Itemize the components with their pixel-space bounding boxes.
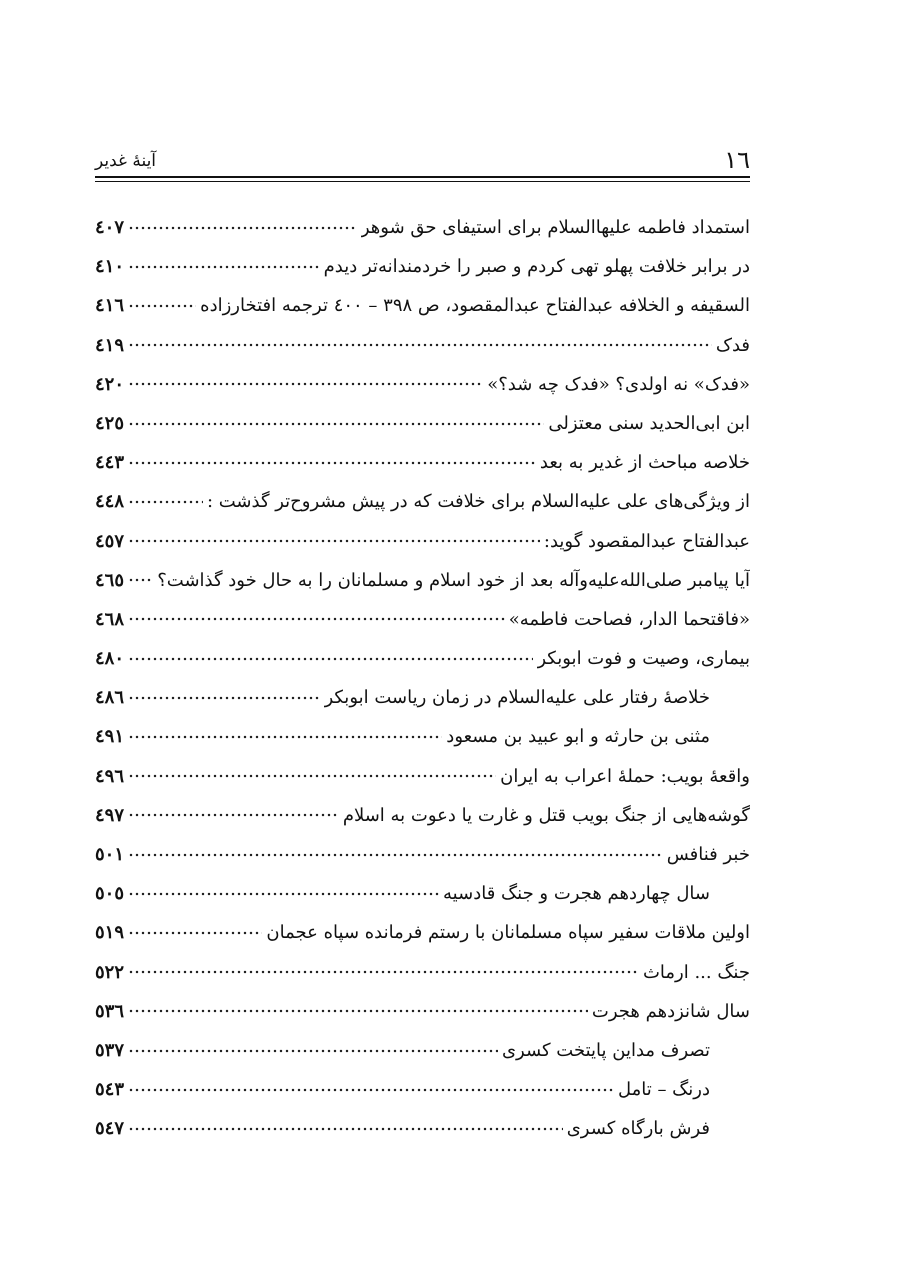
toc-entry bbox=[95, 522, 750, 561]
toc-entry-page: ٥١٩ bbox=[95, 922, 125, 944]
toc-entry-page: ٤١٠ bbox=[95, 256, 125, 278]
toc-entry bbox=[95, 443, 750, 482]
toc-entry-page: ٥٤٣ bbox=[95, 1079, 125, 1101]
toc-entry-title: درنگ – تامل bbox=[617, 1079, 710, 1101]
toc-entry bbox=[95, 992, 750, 1031]
table-of-contents bbox=[95, 208, 750, 1149]
toc-entry-page: ٤٦٨ bbox=[95, 608, 125, 630]
dot-leader bbox=[128, 773, 496, 779]
toc-entry-page: ٥٢٢ bbox=[95, 961, 125, 983]
dot-leader bbox=[128, 421, 544, 427]
toc-entry-page: ٤٨٦ bbox=[95, 687, 125, 709]
dot-leader bbox=[128, 460, 536, 466]
toc-entry-page: ٥٠٥ bbox=[95, 883, 125, 905]
header-rule-thin bbox=[95, 181, 750, 182]
toc-entry bbox=[95, 208, 750, 247]
toc-entry bbox=[95, 1109, 750, 1148]
toc-entry bbox=[95, 482, 750, 521]
toc-entry-page: ٤١٦ bbox=[95, 295, 125, 317]
toc-entry bbox=[95, 247, 750, 286]
dot-leader bbox=[128, 1048, 498, 1054]
running-title: آینهٔ غدیر bbox=[95, 151, 157, 171]
toc-entry bbox=[95, 286, 750, 325]
toc-entry-title: سال چهاردهم هجرت و جنگ قادسیه bbox=[443, 883, 710, 905]
toc-entry-title: جنگ ... ارماث bbox=[642, 961, 750, 983]
dot-leader bbox=[128, 577, 153, 583]
toc-entry-title: سال شانزدهم هجرت bbox=[591, 1000, 750, 1022]
dot-leader bbox=[128, 1126, 563, 1132]
toc-entry-title: خبر فنافس bbox=[666, 844, 750, 865]
toc-entry-title: تصرف مداین پایتخت کسری bbox=[501, 1039, 710, 1061]
toc-entry-page: ٤٠٧ bbox=[95, 217, 125, 238]
toc-entry-title: اولین ملاقات سفیر سپاه مسلمانان با رستم فرمانده سپاه عجمان bbox=[266, 922, 750, 944]
dot-leader bbox=[128, 225, 357, 231]
toc-entry-page: ٥٠١ bbox=[95, 844, 125, 865]
toc-entry bbox=[95, 1031, 750, 1070]
toc-entry-title: فرش بارگاه کسری bbox=[566, 1118, 710, 1140]
dot-leader bbox=[128, 342, 712, 348]
toc-entry bbox=[95, 365, 750, 404]
toc-entry bbox=[95, 874, 750, 913]
dot-leader bbox=[128, 969, 639, 975]
toc-entry bbox=[95, 953, 750, 992]
toc-entry bbox=[95, 678, 750, 717]
toc-entry bbox=[95, 913, 750, 952]
toc-entry-page: ٤٥٧ bbox=[95, 530, 125, 552]
toc-entry-page: ٤٩٦ bbox=[95, 765, 125, 787]
dot-leader bbox=[128, 303, 196, 309]
toc-entry-page: ٤٦٥ bbox=[95, 569, 125, 591]
toc-entry bbox=[95, 404, 750, 443]
toc-entry bbox=[95, 600, 750, 639]
toc-entry-page: ٤٤٨ bbox=[95, 491, 125, 513]
dot-leader bbox=[128, 734, 442, 740]
toc-entry-title: السقیفه و الخلافه عبدالفتاح عبدالمقصود، ص ٣٩٨ – ٤٠٠ ترجمه افتخارزاده bbox=[200, 295, 750, 317]
page-number: ١٦ bbox=[724, 146, 750, 174]
dot-leader bbox=[128, 499, 203, 505]
toc-entry-page: ٤٩١ bbox=[95, 726, 125, 748]
dot-leader bbox=[128, 1087, 614, 1093]
toc-entry bbox=[95, 757, 750, 796]
toc-entry-title: «فاقتحما الدار، فصاحت فاطمه» bbox=[508, 608, 750, 630]
toc-entry-title: استمداد فاطمه علیهاالسلام برای استیفای حق شوهر bbox=[360, 217, 750, 238]
toc-entry-title: خلاصه مباحث از غدیر به بعد bbox=[539, 452, 750, 474]
toc-entry-title: گوشه‌هایی از جنگ بویب قتل و غارت یا دعوت به اسلام bbox=[342, 804, 750, 826]
toc-entry-page: ٤٩٧ bbox=[95, 804, 125, 826]
toc-entry-title: ابن ابی‌الحدید سنی معتزلی bbox=[548, 412, 750, 434]
dot-leader bbox=[128, 538, 540, 544]
dot-leader bbox=[128, 930, 262, 936]
toc-entry bbox=[95, 1070, 750, 1109]
toc-entry-title: «فدک» نه اولدی؟ «فدک چه شد؟» bbox=[487, 373, 750, 395]
toc-entry-title: واقعهٔ بویب: حملهٔ اعراب به ایران bbox=[500, 765, 750, 787]
toc-entry-title: خلاصهٔ رفتار علی علیه‌السلام در زمان ریاست ابوبکر bbox=[324, 687, 710, 709]
toc-entry-page: ٥٣٧ bbox=[95, 1039, 125, 1061]
toc-entry-page: ٤٢٥ bbox=[95, 412, 125, 434]
page-header bbox=[95, 140, 750, 176]
toc-entry-title: مثنی بن حارثه و ابو عبید بن مسعود bbox=[446, 726, 710, 748]
toc-entry-page: ٤٢٠ bbox=[95, 373, 125, 395]
dot-leader bbox=[128, 616, 505, 622]
toc-entry-title: بیماری، وصیت و فوت ابوبکر bbox=[537, 648, 750, 670]
dot-leader bbox=[128, 264, 320, 270]
toc-entry-page: ٤٨٠ bbox=[95, 648, 125, 670]
dot-leader bbox=[128, 852, 663, 858]
toc-entry-title: از ویژگی‌های علی علیه‌السلام برای خلافت که در پیش مشروح‌تر گذشت : bbox=[206, 491, 750, 513]
toc-entry bbox=[95, 717, 750, 756]
dot-leader bbox=[128, 812, 339, 818]
dot-leader bbox=[128, 656, 533, 662]
toc-entry bbox=[95, 326, 750, 365]
toc-entry-page: ٥٤٧ bbox=[95, 1118, 125, 1140]
header-rule bbox=[95, 176, 750, 178]
toc-entry bbox=[95, 561, 750, 600]
toc-entry bbox=[95, 835, 750, 874]
toc-entry-title: عبدالفتاح عبدالمقصود گوید: bbox=[543, 530, 750, 552]
dot-leader bbox=[128, 891, 439, 897]
toc-entry-page: ٤١٩ bbox=[95, 334, 125, 356]
toc-entry-title: فدک bbox=[715, 334, 750, 356]
dot-leader bbox=[128, 381, 483, 387]
toc-entry-page: ٤٤٣ bbox=[95, 452, 125, 474]
dot-leader bbox=[128, 695, 320, 701]
toc-entry-title: در برابر خلافت پهلو تهی کردم و صبر را خردمندانه‌تر دیدم bbox=[323, 256, 750, 278]
toc-entry bbox=[95, 796, 750, 835]
toc-entry-page: ٥٣٦ bbox=[95, 1000, 125, 1022]
dot-leader bbox=[128, 1008, 588, 1014]
toc-entry bbox=[95, 639, 750, 678]
toc-entry-title: آیا پیامبر صلی‌الله‌علیه‌وآله بعد از خود اسلام و مسلمانان را به حال خود گذاشت؟ bbox=[157, 569, 750, 591]
